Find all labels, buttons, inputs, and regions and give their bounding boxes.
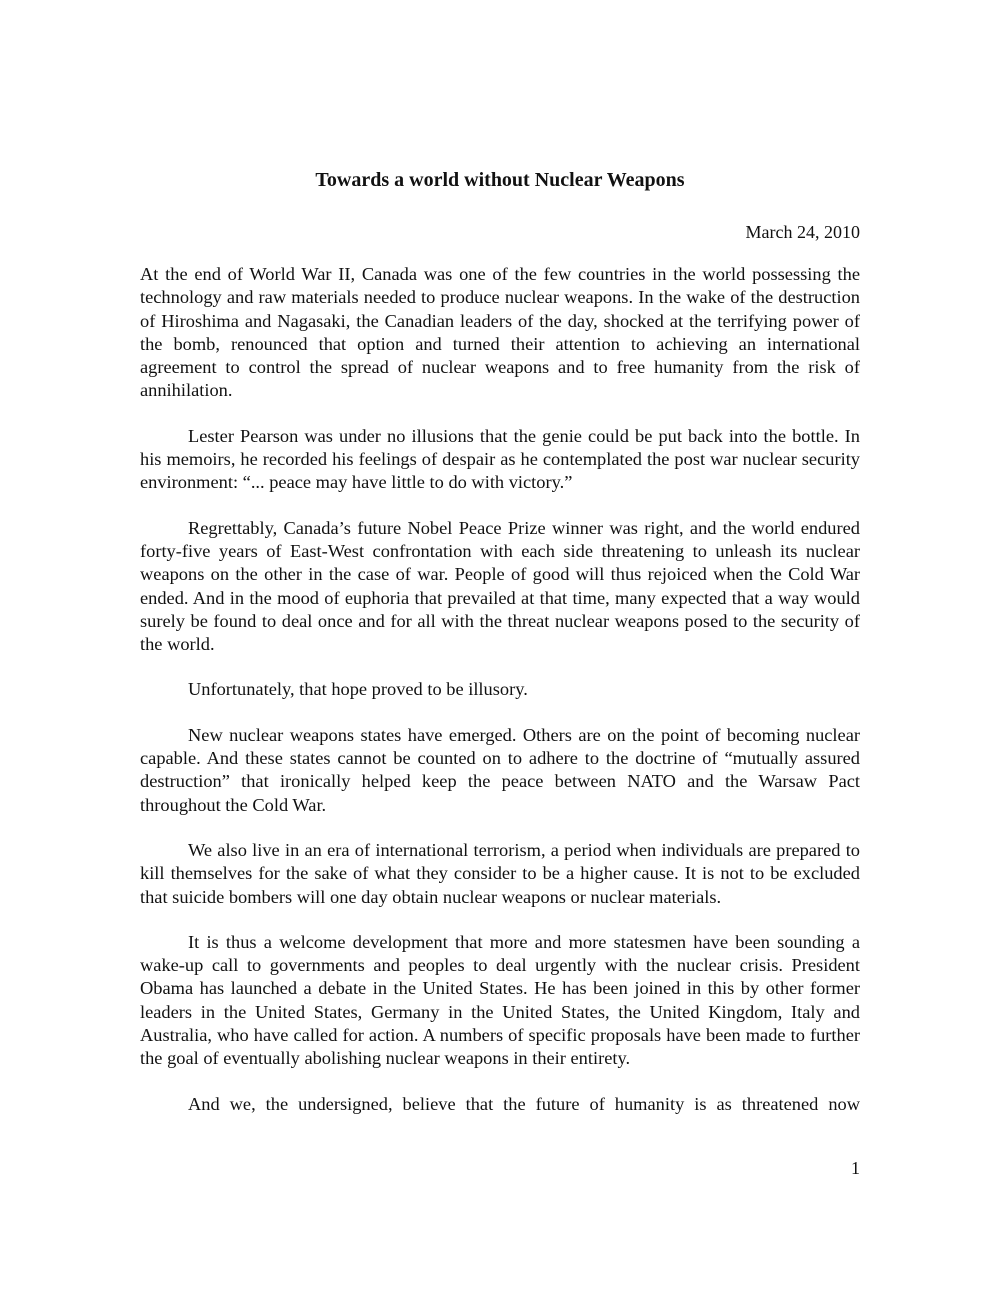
paragraph: Unfortunately, that hope proved to be illusory.	[188, 679, 528, 700]
paragraph: Regrettably, Canada’s future Nobel Peace Prize winner was right, and the world endured forty-five years of East-West confrontation with each side threatening to unleash its nuclear weapons on the other in the case of war. People of good will thus rejoiced when the Cold War ended. And in the mood of euphoria that prevailed at that time, many expected that a way would surely be found to deal once and for all with the threat nuclear weapons posed to the security of the world.	[140, 517, 860, 655]
document-body	[140, 263, 860, 1116]
paragraph: And we, the undersigned, believe that the future of humanity is as threatened now	[188, 1093, 860, 1114]
paragraph: At the end of World War II, Canada was one of the few countries in the world possessing the technology and raw materials needed to produce nuclear weapons. In the wake of the destruction of Hiroshima and Nagasaki, the Canadian leaders of the day, shocked at the terrifying power of the bomb, renounced that option and turned their attention to achieving an international agreement to control the spread of nuclear weapons and to free humanity from the risk of annihilation.	[140, 264, 860, 401]
document-date: March 24, 2010	[745, 222, 860, 242]
paragraph: Lester Pearson was under no illusions that the genie could be put back into the bottle. In his memoirs, he recorded his feelings of despair as he contemplated the post war nuclear security environment: “... peace may have little to do with victory.”	[140, 425, 860, 493]
paragraph: New nuclear weapons states have emerged. Others are on the point of becoming nuclear capable. And these states cannot be counted on to adhere to the doctrine of “mutually assured destruction” that ironically helped keep the peace between NATO and the Warsaw Pact throughout the Cold War.	[140, 724, 860, 815]
paragraph: It is thus a welcome development that more and more statesmen have been sounding a wake-up call to governments and peoples to deal urgently with the nuclear crisis. President Obama has launched a debate in the United States. He has been joined in this by other former leaders in the United States, Germany in the United States, the United Kingdom, Italy and Australia, who have called for action. A numbers of specific proposals have been made to further the goal of eventually abolishing nuclear weapons in their entirety.	[140, 931, 860, 1069]
page-number: 1	[851, 1158, 860, 1178]
paragraph: We also live in an era of international terrorism, a period when individuals are prepared to kill themselves for the sake of what they consider to be a higher cause. It is not to be excluded that suicide bombers will one day obtain nuclear weapons or nuclear materials.	[140, 839, 860, 907]
document-title: Towards a world without Nuclear Weapons	[315, 169, 685, 191]
